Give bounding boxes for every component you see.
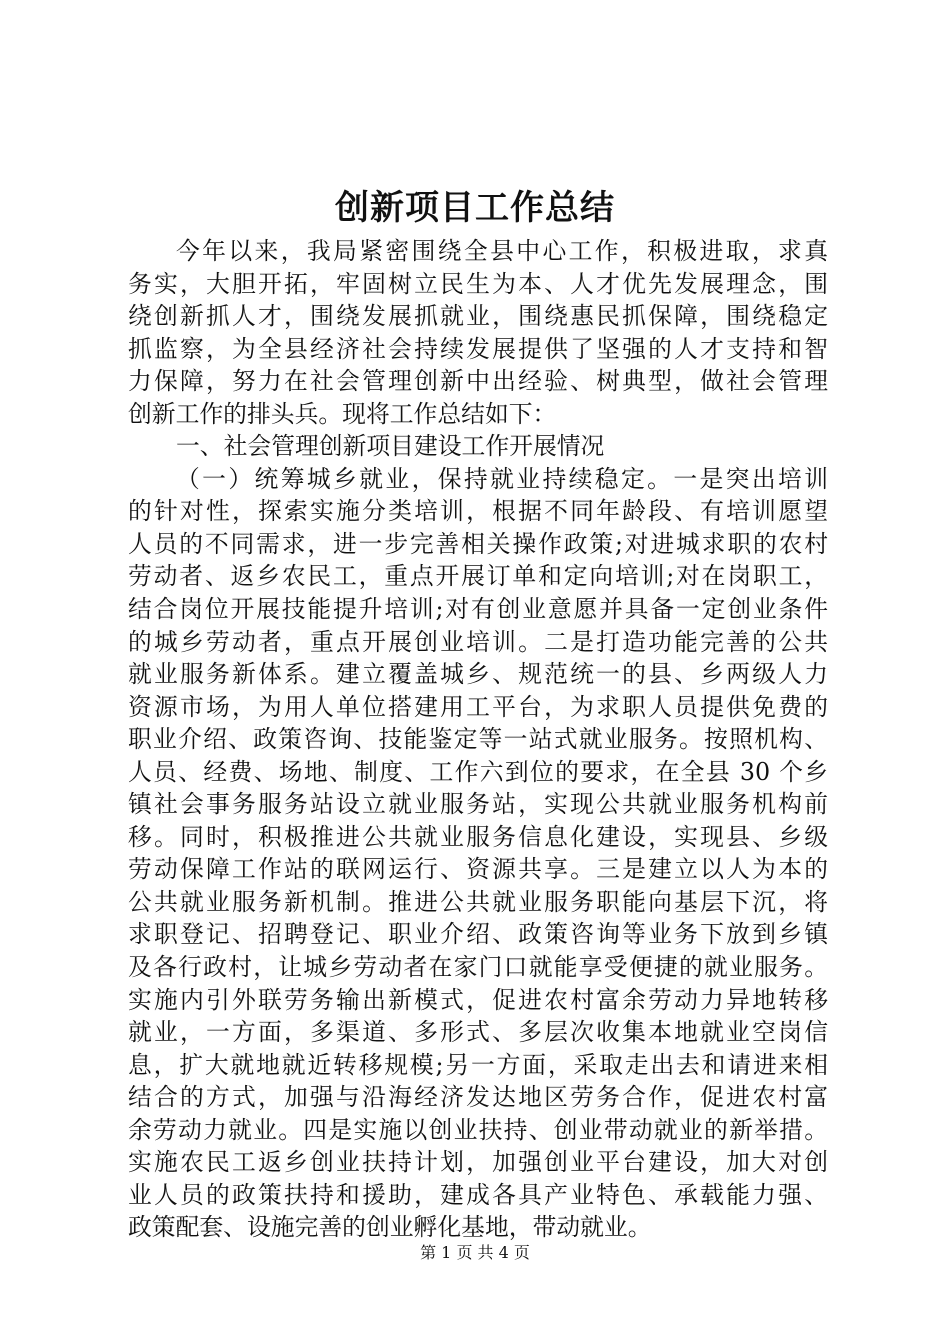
- paragraph-line: 力保障，努力在社会管理创新中出经验、树典型，做社会管理: [128, 367, 828, 396]
- paragraph-line: 及各行政村，让城乡劳动者在家门口就能享受便捷的就业服务。: [128, 953, 828, 982]
- paragraph-line: 余劳动力就业。四是实施以创业扶持、创业带动就业的新举措。: [128, 1115, 828, 1144]
- paragraph-line: 就业，一方面，多渠道、多形式、多层次收集本地就业空岗信: [128, 1018, 828, 1047]
- paragraph-line: 资源市场，为用人单位搭建用工平台，为求职人员提供免费的: [128, 692, 828, 721]
- paragraph-line: 实施内引外联劳务输出新模式，促进农村富余劳动力异地转移: [128, 985, 828, 1014]
- paragraph-line: 人员、经费、场地、制度、工作六到位的要求，在全县 30 个乡: [128, 757, 828, 786]
- section-heading: 一、社会管理创新项目建设工作开展情况: [176, 432, 605, 461]
- paragraph-line: 创新工作的排头兵。现将工作总结如下：: [128, 399, 557, 428]
- paragraph-line: 求职登记、招聘登记、职业介绍、政策咨询等业务下放到乡镇: [128, 920, 828, 949]
- paragraph-line: 息，扩大就地就近转移规模;另一方面，采取走出去和请进来相: [128, 1050, 828, 1079]
- paragraph-line: 劳动保障工作站的联网运行、资源共享。三是建立以人为本的: [128, 855, 828, 884]
- paragraph-line: 人员的不同需求，进一步完善相关操作政策;对进城求职的农村: [128, 529, 828, 558]
- paragraph-line: 抓监察，为全县经济社会持续发展提供了坚强的人才支持和智: [128, 334, 828, 363]
- document-title: 创新项目工作总结: [335, 188, 615, 228]
- paragraph-line: 移。同时，积极推进公共就业服务信息化建设，实现县、乡级: [128, 822, 828, 851]
- paragraph-line: 业人员的政策扶持和援助，建成各具产业特色、承载能力强、: [128, 1180, 828, 1209]
- paragraph-line: 今年以来，我局紧密围绕全县中心工作，积极进取，求真: [176, 237, 828, 265]
- paragraph-line: 政策配套、设施完善的创业孵化基地，带动就业。: [128, 1213, 652, 1242]
- paragraph-line: 实施农民工返乡创业扶持计划，加强创业平台建设，加大对创: [128, 1148, 828, 1177]
- paragraph-line: （一）统筹城乡就业，保持就业持续稳定。一是突出培训: [176, 464, 828, 493]
- paragraph-line: 就业服务新体系。建立覆盖城乡、规范统一的县、乡两级人力: [128, 660, 828, 689]
- paragraph-line: 职业介绍、政策咨询、技能鉴定等一站式就业服务。按照机构、: [128, 725, 828, 754]
- paragraph-line: 务实，大胆开拓，牢固树立民生为本、人才优先发展理念，围: [128, 269, 828, 298]
- page-footer: 第 1 页 共 4 页: [420, 1243, 530, 1262]
- document-body: [128, 235, 828, 1244]
- paragraph-line: 绕创新抓人才，围绕发展抓就业，围绕惠民抓保障，围绕稳定: [128, 302, 828, 331]
- paragraph-line: 结合的方式，加强与沿海经济发达地区劳务合作，促进农村富: [128, 1083, 828, 1112]
- paragraph-line: 劳动者、返乡农民工，重点开展订单和定向培训;对在岗职工，: [128, 562, 828, 591]
- paragraph-line: 公共就业服务新机制。推进公共就业服务职能向基层下沉，将: [128, 887, 828, 916]
- paragraph-line: 结合岗位开展技能提升培训;对有创业意愿并具备一定创业条件: [128, 595, 828, 624]
- paragraph-line: 的针对性，探索实施分类培训，根据不同年龄段、有培训愿望: [128, 497, 828, 526]
- paragraph-line: 镇社会事务服务站设立就业服务站，实现公共就业服务机构前: [128, 790, 828, 819]
- paragraph-line: 的城乡劳动者，重点开展创业培训。二是打造功能完善的公共: [128, 627, 828, 656]
